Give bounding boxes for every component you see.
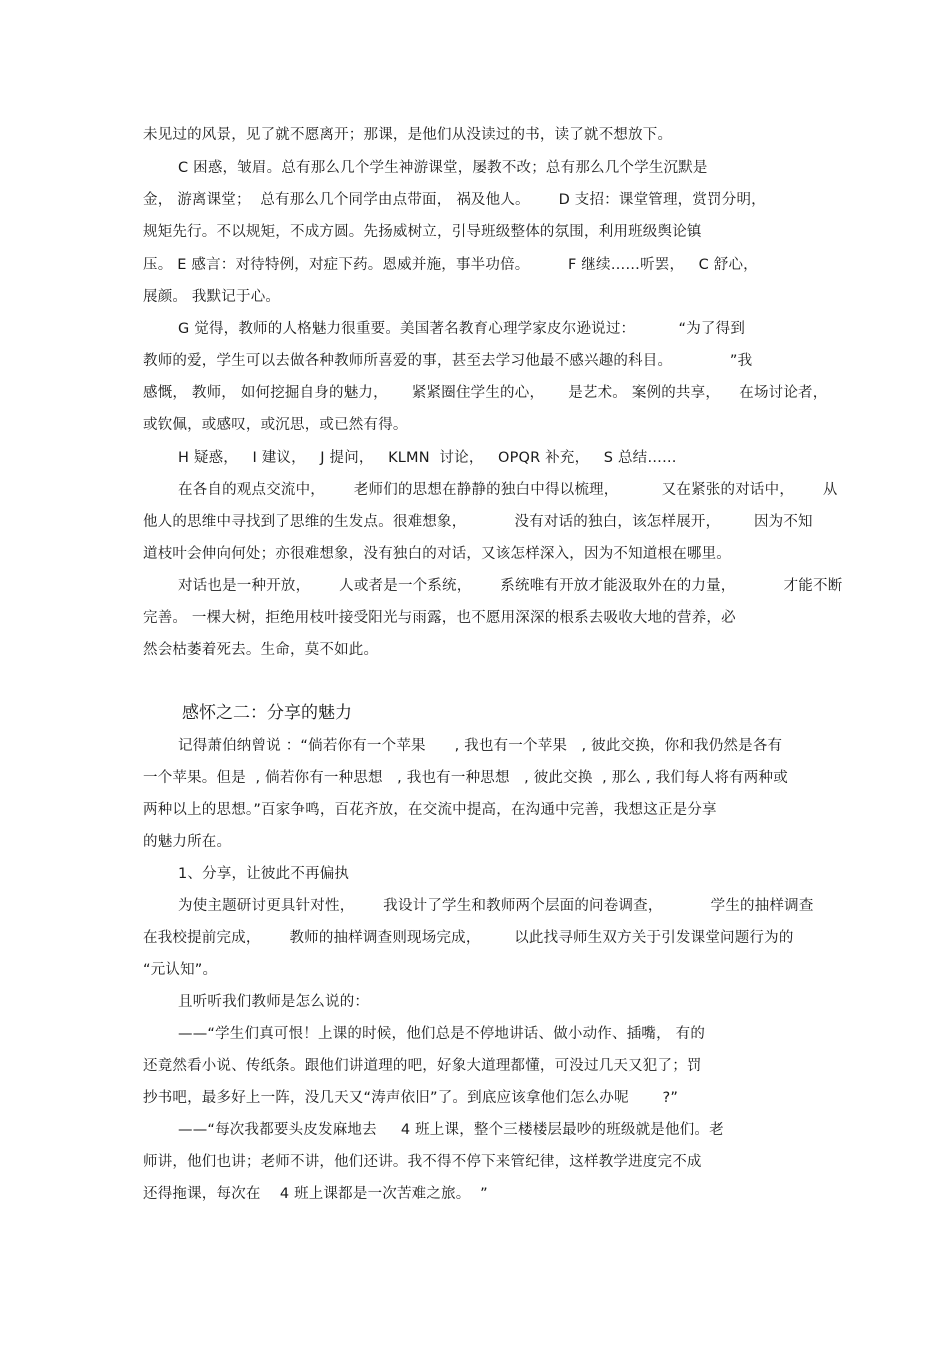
paragraph-line: 师讲，他们也讲；老师不讲，他们还讲。我不得不停下来管纪律，这样教学进度完不成: [143, 1154, 702, 1170]
paragraph-line: 感慨， 教师， 如何挖掘自身的魅力， 紧紧圈住学生的心， 是艺术。 案例的共享， 在场讨论者，: [143, 385, 828, 401]
paragraph-line: C 困惑，皱眉。总有那么几个学生神游课堂，屡教不改；总有那么几个学生沉默是: [178, 160, 708, 176]
paragraph-line: 还竟然看小说、传纸条。跟他们讲道理的吧，好象大道理都懂，可没过几天又犯了；罚: [143, 1058, 702, 1074]
paragraph-line: 或钦佩，或感叹，或沉思，或已然有得。: [143, 417, 408, 433]
paragraph-line: 道枝叶会伸向何处；亦很难想象，没有独白的对话，又该怎样深入，因为不知道根在哪里。: [143, 546, 731, 562]
paragraph-line: 未见过的风景，见了就不愿离开；那课，是他们从没读过的书，读了就不想放下。: [143, 127, 673, 143]
subheading: 1、分享，让彼此不再偏执: [178, 866, 350, 882]
paragraph-line: 金， 游离课堂； 总有那么几个同学由点带面， 祸及他人。 D 支招：课堂管理，赏罚分明，: [143, 192, 766, 208]
paragraph-line: G 觉得，教师的人格魅力很重要。美国著名教育心理学家皮尔逊说过： “为了得到: [178, 321, 746, 337]
section-heading: 感怀之二：分享的魅力: [182, 703, 352, 723]
paragraph-line: ——“学生们真可恨！上课的时候，他们总是不停地讲话、做小动作、插嘴， 有的: [178, 1026, 706, 1042]
paragraph-line: 且听听我们教师是怎么说的：: [178, 994, 370, 1010]
paragraph-line: 压。 E 感言：对待特例，对症下药。恩威并施，事半功倍。 F 继续……听罢， C 舒心，: [143, 257, 758, 273]
paragraph-line: 一个苹果。但是 , 倘若你有一种思想 , 我也有一种思想 , 彼此交换 , 那么 , 我们每人将有两种或: [143, 770, 788, 786]
paragraph-line: 教师的爱，学生可以去做各种教师所喜爱的事，甚至去学习他最不感兴趣的科目。 ”我: [143, 353, 753, 369]
paragraph-line: ——“每次我都要头皮发麻地去 4 班上课，整个三楼楼层最吵的班级就是他们。老: [178, 1122, 724, 1138]
paragraph-line: 为使主题研讨更具针对性， 我设计了学生和教师两个层面的问卷调查， 学生的抽样调查: [178, 898, 814, 914]
paragraph-line: 完善。 一棵大树，拒绝用枝叶接受阳光与雨露，也不愿用深深的根系去吸收大地的营养，必: [143, 610, 736, 626]
paragraph-line: 在我校提前完成， 教师的抽样调查则现场完成， 以此找寻师生双方关于引发课堂问题行为的: [143, 930, 794, 946]
paragraph-line: 展颜。 我默记于心。: [143, 289, 281, 305]
paragraph-line: 规矩先行。不以规矩，不成方圆。先扬威树立，引导班级整体的氛围，利用班级舆论镇: [143, 224, 702, 240]
paragraph-line: 还得拖课，每次在 4 班上课都是一次苦难之旅。 ”: [143, 1186, 488, 1202]
paragraph-line: “元认知”。: [143, 962, 218, 978]
paragraph-line: 记得萧伯纳曾说 ：“倘若你有一个苹果 , 我也有一个苹果 , 彼此交换，你和我仍然是各有: [178, 738, 783, 754]
paragraph-line: 在各自的观点交流中， 老师们的思想在静静的独白中得以梳理， 又在紧张的对话中， 从: [178, 482, 838, 498]
paragraph-line: 抄书吧，最多好上一阵，没几天又“涛声依旧”了。到底应该拿他们怎么办呢 ?”: [143, 1090, 679, 1106]
paragraph-line: 他人的思维中寻找到了思维的生发点。很难想象， 没有对话的独白，该怎样展开， 因为不知: [143, 514, 813, 530]
paragraph-line: 对话也是一种开放， 人或者是一个系统， 系统唯有开放才能汲取外在的力量， 才能不断: [178, 578, 843, 594]
paragraph-line: 的魅力所在。: [143, 834, 232, 850]
paragraph-line: H 疑惑， I 建议， J 提问， KLMN 讨论， OPQR 补充， S 总结……: [178, 450, 677, 466]
paragraph-line: 两种以上的思想。”百家争鸣，百花齐放，在交流中提高，在沟通中完善，我想这正是分享: [143, 802, 717, 818]
paragraph-line: 然会枯萎着死去。生命，莫不如此。: [143, 642, 379, 658]
